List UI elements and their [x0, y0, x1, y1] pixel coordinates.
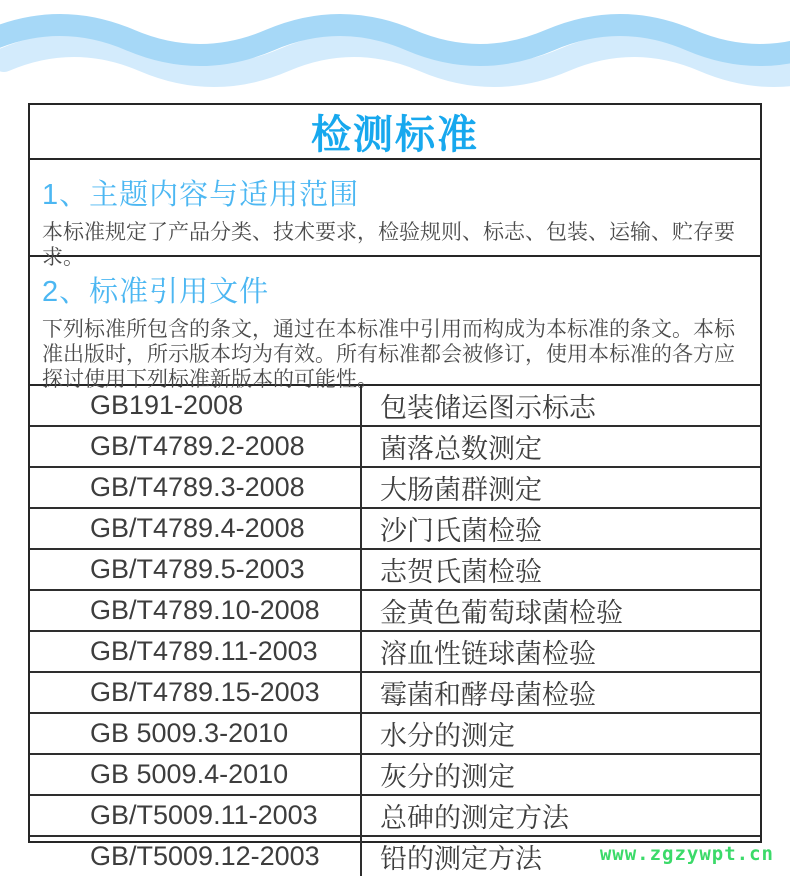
watermark-url: www.zgzywpt.cn: [599, 843, 774, 865]
wave-ribbon-svg: [0, 0, 790, 100]
standard-name: 沙门氏菌检验: [361, 508, 760, 549]
standard-code: GB 5009.3-2010: [30, 713, 361, 754]
table-row: [30, 754, 760, 795]
wave-light-band: [4, 45, 790, 75]
standard-name: 菌落总数测定: [361, 426, 760, 467]
section-references-body: 下列标准所包含的条文，通过在本标准中引用而构成为本标准的条文。本标准出版时，所示版本均为有效。所有标准都会被修订，使用本标准的各方应探讨使用下列标准新版本的可能性。: [42, 318, 735, 391]
table-row: [30, 508, 760, 549]
standard-code: GB/T5009.11-2003: [30, 795, 361, 836]
standard-code: GB/T4789.4-2008: [30, 508, 361, 549]
standard-name: 总砷的测定方法: [361, 795, 760, 836]
standard-code: GB/T4789.5-2003: [30, 549, 361, 590]
table-row: [30, 549, 760, 590]
wave-decoration: [0, 0, 790, 100]
page-title: 检测标准: [311, 113, 479, 157]
standard-name: 铅的测定方法: [380, 844, 542, 874]
table-row: [30, 631, 760, 672]
standards-table: [30, 386, 760, 876]
table-row: [30, 426, 760, 467]
table-row: [30, 713, 760, 754]
standard-code: GB/T4789.10-2008: [30, 590, 361, 631]
section-scope-heading: 1、主题内容与适用范围: [42, 179, 360, 211]
table-row: [30, 795, 760, 836]
section-references: [30, 257, 760, 391]
table-row: [30, 386, 760, 426]
standard-code: GB/T4789.11-2003: [30, 631, 361, 672]
standard-name: 水分的测定: [361, 713, 760, 754]
standard-code: GB/T5009.12-2003: [30, 836, 361, 876]
standard-name: 溶血性链球菌检验: [361, 631, 760, 672]
standard-name: 包装储运图示标志: [361, 386, 760, 426]
standards-table-body: [30, 386, 760, 876]
table-row: [30, 467, 760, 508]
standard-name: 霉菌和酵母菌检验: [361, 672, 760, 713]
section-scope-body: 本标准规定了产品分类、技术要求，检验规则、标志、包装、运输、贮存要求。: [42, 221, 735, 269]
standard-code: GB/T4789.15-2003: [30, 672, 361, 713]
table-row: [30, 590, 760, 631]
standard-code: GB 5009.4-2010: [30, 754, 361, 795]
standard-name: 大肠菌群测定: [361, 467, 760, 508]
standard-code: GB/T4789.3-2008: [30, 467, 361, 508]
card-title-row: [30, 105, 760, 160]
section-scope: [30, 160, 760, 269]
standard-name: 志贺氏菌检验: [361, 549, 760, 590]
standard-name: 灰分的测定: [361, 754, 760, 795]
standards-table-wrap: [30, 386, 760, 876]
section-references-heading: 2、标准引用文件: [42, 276, 270, 308]
standard-code: GB191-2008: [30, 386, 361, 426]
standard-code: GB/T4789.2-2008: [30, 426, 361, 467]
standard-name: 金黄色葡萄球菌检验: [361, 590, 760, 631]
table-row: [30, 672, 760, 713]
